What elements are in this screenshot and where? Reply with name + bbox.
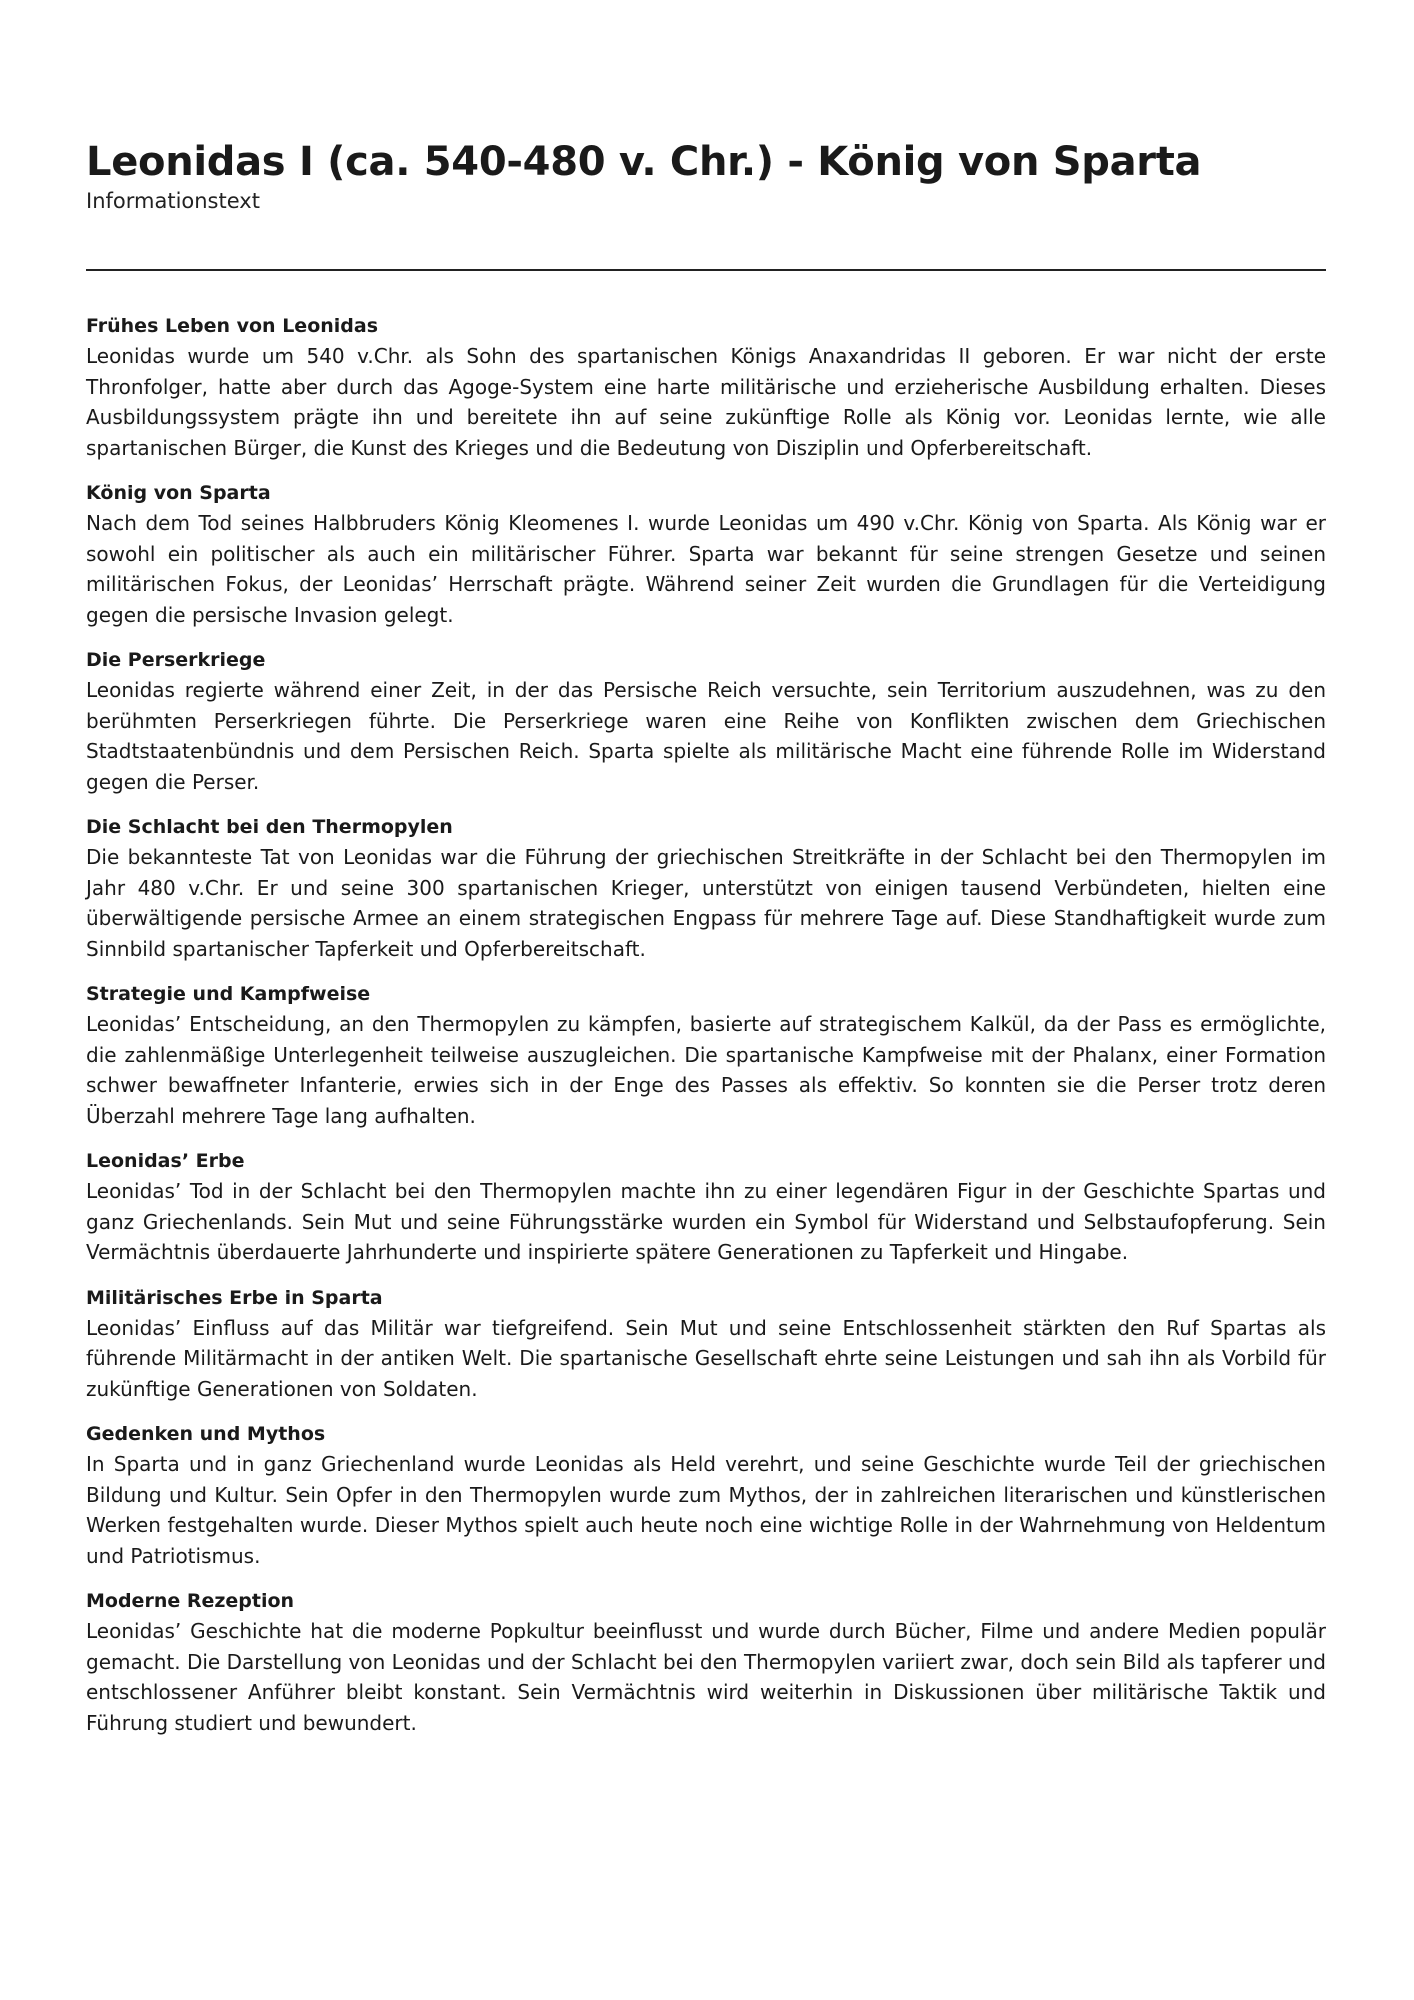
section-gedenken-mythos [86, 1419, 1326, 1571]
section-koenig-von-sparta [86, 478, 1326, 630]
content-sections [86, 311, 1326, 1738]
page-title: Leonidas I (ca. 540-480 v. Chr.) - König von Sparta [86, 139, 1202, 185]
section-text: Leonidas’ Tod in der Schlacht bei den Thermopylen machte ihn zu einer legendären Figur in der Geschichte Spartas und ganz Griechenlands. Sein Mut und seine Führungsstärke wurden ein Symbol für Widerstand und Selbstaufopferung. Sein Vermächtnis überdauerte Jahrhunderte und inspirierte spätere Generationen zu Tapferkeit und Hingabe. [86, 1179, 1326, 1265]
section-text: Leonidas regierte während einer Zeit, in der das Persische Reich versuchte, sein Territorium auszudehnen, was zu den berühmten Perserkriegen führte. Die Perserkriege waren eine Reihe von Konflikten zwischen dem Griechischen Stadtstaatenbündnis und dem Persischen Reich. Sparta spielte als militärische Macht eine führende Rolle im Widerstand gegen die Perser. [86, 678, 1326, 794]
section-strategie [86, 979, 1326, 1131]
document-page [86, 138, 1326, 1753]
section-heading: Frühes Leben von Leonidas [86, 315, 379, 338]
section-moderne-rezeption [86, 1586, 1326, 1738]
section-text: Leonidas’ Geschichte hat die moderne Popkultur beeinflusst und wurde durch Bücher, Filme und andere Medien populär gemacht. Die Darstellung von Leonidas und der Schlacht bei den Thermopylen variiert zwar, doch sein Bild als tapferer und entschlossener Anführer bleibt konstant. Sein Vermächtnis wird weiterhin in Diskussionen über militärische Taktik und Führung studiert und bewundert. [86, 1619, 1326, 1735]
section-fruehes-leben [86, 311, 1326, 463]
section-text: Nach dem Tod seines Halbbruders König Kleomenes I. wurde Leonidas um 490 v.Chr. König von Sparta. Als König war er sowohl ein politischer als auch ein militärischer Führer. Sparta war bekannt für seine strengen Gesetze und seinen militärischen Fokus, der Leonidas’ Herrschaft prägte. Während seiner Zeit wurden die Grundlagen für die Verteidigung gegen die persische Invasion gelegt. [86, 511, 1326, 627]
section-heading: Moderne Rezeption [86, 1590, 295, 1613]
section-militaerisches-erbe [86, 1283, 1326, 1405]
title-divider [86, 269, 1326, 271]
section-text: Leonidas wurde um 540 v.Chr. als Sohn des spartanischen Königs Anaxandridas II geboren. Er war nicht der erste Thronfolger, hatte aber durch das Agoge-System eine harte militärische und erzieherische Ausbildung erhalten. Dieses Ausbildungssystem prägte ihn und bereitete ihn auf seine zukünftige Rolle als König vor. Leonidas lernte, wie alle spartanischen Bürger, die Kunst des Krieges und die Bedeutung von Disziplin und Opferbereitschaft. [86, 344, 1326, 460]
section-heading: Die Schlacht bei den Thermopylen [86, 816, 453, 839]
section-perserkriege [86, 645, 1326, 797]
section-heading: Die Perserkriege [86, 649, 266, 672]
section-text: Die bekannteste Tat von Leonidas war die Führung der griechischen Streitkräfte in der Schlacht bei den Thermopylen im Jahr 480 v.Chr. Er und seine 300 spartanischen Krieger, unterstützt von einigen tausend Verbündeten, hielten eine überwältigende persische Armee an einem strategischen Engpass für mehrere Tage auf. Diese Standhaftigkeit wurde zum Sinnbild spartanischer Tapferkeit und Opferbereitschaft. [86, 845, 1326, 961]
section-thermopylen [86, 812, 1326, 964]
section-heading: Strategie und Kampfweise [86, 983, 371, 1006]
section-heading: Militärisches Erbe in Sparta [86, 1286, 383, 1309]
section-heading: Gedenken und Mythos [86, 1423, 326, 1446]
section-text: In Sparta und in ganz Griechenland wurde Leonidas als Held verehrt, und seine Geschichte wurde Teil der griechischen Bildung und Kultur. Sein Opfer in den Thermopylen wurde zum Mythos, der in zahlreichen literarischen und künstlerischen Werken festgehalten wurde. Dieser Mythos spielt auch heute noch eine wichtige Rolle in der Wahrnehmung von Heldentum und Patriotismus. [86, 1452, 1326, 1568]
page-subtitle: Informationstext [86, 189, 260, 213]
section-heading: König von Sparta [86, 482, 271, 505]
section-erbe [86, 1146, 1326, 1268]
section-text: Leonidas’ Einfluss auf das Militär war tiefgreifend. Sein Mut und seine Entschlossenheit stärkten den Ruf Spartas als führende Militärmacht in der antiken Welt. Die spartanische Gesellschaft ehrte seine Leistungen und sah ihn als Vorbild für zukünftige Generationen von Soldaten. [86, 1315, 1326, 1401]
section-text: Leonidas’ Entscheidung, an den Thermopylen zu kämpfen, basierte auf strategischem Kalkül, da der Pass es ermöglichte, die zahlenmäßige Unterlegenheit teilweise auszugleichen. Die spartanische Kampfweise mit der Phalanx, einer Formation schwer bewaffneter Infanterie, erwies sich in der Enge des Passes als effektiv. So konnten sie die Perser trotz deren Überzahl mehrere Tage lang aufhalten. [86, 1012, 1326, 1128]
section-heading: Leonidas’ Erbe [86, 1150, 245, 1173]
